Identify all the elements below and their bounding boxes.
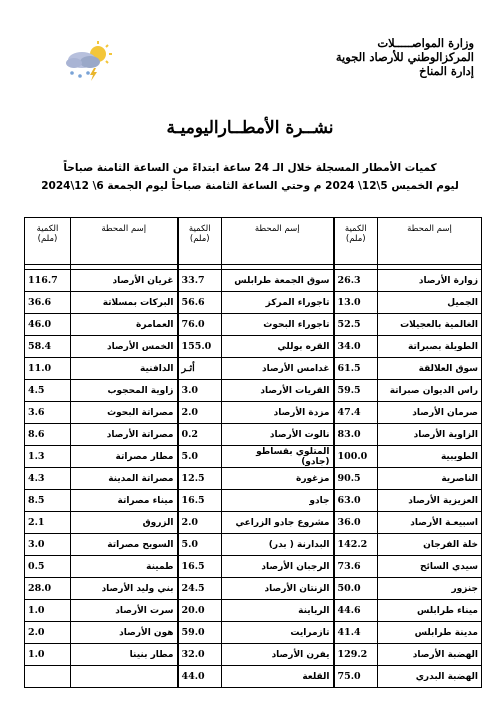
- table-header-row: [25, 218, 482, 265]
- station-name: سرت الأرصاد: [71, 600, 178, 622]
- station-name: الطويبية: [378, 446, 482, 468]
- rainfall-amount: 12.5: [178, 468, 222, 490]
- station-name: [71, 666, 178, 688]
- column-header-station: إسم المحطة: [378, 218, 482, 265]
- ministry-name: وزارة المواصـــــلات: [377, 36, 474, 50]
- rainfall-amount: 63.0: [334, 490, 378, 512]
- table-row: [25, 622, 482, 644]
- station-name: القره بوللي: [222, 336, 334, 358]
- rainfall-amount: 24.5: [178, 578, 222, 600]
- rainfall-amount: 36.0: [334, 512, 378, 534]
- column-header-station: إسم المحطة: [222, 218, 334, 265]
- rainfall-amount: 8.5: [25, 490, 71, 512]
- rainfall-amount: 41.4: [334, 622, 378, 644]
- station-name: مشروع جادو الزراعي: [222, 512, 334, 534]
- table-row: [25, 556, 482, 578]
- station-name: البركات بمسلاتة: [71, 292, 178, 314]
- rainfall-amount: 59.0: [178, 622, 222, 644]
- station-name: يفرن الأرصاد: [222, 644, 334, 666]
- table-row: [25, 468, 482, 490]
- station-name: المتلوي بقساطو (جادو): [222, 446, 334, 468]
- table-row: [25, 336, 482, 358]
- rainfall-amount: أثـر: [178, 358, 222, 380]
- rainfall-amount: 28.0: [25, 578, 71, 600]
- station-name: سوق العلالقة: [378, 358, 482, 380]
- station-name: جنزور: [378, 578, 482, 600]
- table-row: [25, 292, 482, 314]
- station-name: مطار بنينا: [71, 644, 178, 666]
- rainfall-amount: 3.0: [25, 534, 71, 556]
- station-name: الهضبة الأرصاد: [378, 644, 482, 666]
- rainfall-amount: 44.0: [178, 666, 222, 688]
- station-name: الرياينة: [222, 600, 334, 622]
- rainfall-amount: 20.0: [178, 600, 222, 622]
- station-name: الغالمية بالعجيلات: [378, 314, 482, 336]
- rainfall-amount: 36.6: [25, 292, 71, 314]
- table-row: [25, 512, 482, 534]
- station-name: نالوت الأرصاد: [222, 424, 334, 446]
- bulletin-subtitle-line2: ليوم الخميس 5\12\ 2024 م وحتي الساعة الثامنة صباحاً ليوم الجمعة 6\ 12\2024: [41, 180, 459, 192]
- station-name: هون الأرصاد: [71, 622, 178, 644]
- station-name: السويح مصراتة: [71, 534, 178, 556]
- station-name: غريان الأرصاد: [71, 270, 178, 292]
- rainfall-amount: 8.6: [25, 424, 71, 446]
- column-header-station: إسم المحطة: [71, 218, 178, 265]
- rainfall-amount: 58.4: [25, 336, 71, 358]
- rainfall-amount: 16.5: [178, 556, 222, 578]
- table-row: [25, 402, 482, 424]
- department-name: إدارة المناخ: [419, 64, 474, 78]
- rainfall-amount: 4.3: [25, 468, 71, 490]
- station-name: ميناء مصراتة: [71, 490, 178, 512]
- station-name: تاجوراء المركز: [222, 292, 334, 314]
- station-name: طمينة: [71, 556, 178, 578]
- station-name: الزاوية الأرصاد: [378, 424, 482, 446]
- column-header-amount: الكمية (ملم): [334, 218, 378, 265]
- station-name: اسبيعـة الأرصاد: [378, 512, 482, 534]
- table-row: [25, 600, 482, 622]
- rainfall-amount: 5.0: [178, 534, 222, 556]
- station-name: ميناء طرابلس: [378, 600, 482, 622]
- rainfall-amount: 129.2: [334, 644, 378, 666]
- rainfall-amount: 50.0: [334, 578, 378, 600]
- table-row: [25, 666, 482, 688]
- rainfall-amount: 90.5: [334, 468, 378, 490]
- ministry-header: [336, 36, 474, 78]
- table-row: [25, 534, 482, 556]
- station-name: الزنتان الأرصاد: [222, 578, 334, 600]
- station-name: الهضبة البدري: [378, 666, 482, 688]
- rainfall-amount: 0.5: [25, 556, 71, 578]
- rainfall-amount: 83.0: [334, 424, 378, 446]
- table-row: [25, 446, 482, 468]
- weather-logo-icon: [60, 40, 116, 82]
- table-row: [25, 314, 482, 336]
- rainfall-amount: 100.0: [334, 446, 378, 468]
- bulletin-title: نشــرة الأمطــاراليوميـة: [166, 118, 334, 138]
- rainfall-amount: 73.6: [334, 556, 378, 578]
- station-name: مصراتة البحوث: [71, 402, 178, 424]
- station-name: مطار مصراتة: [71, 446, 178, 468]
- station-name: الزروق: [71, 512, 178, 534]
- station-name: العمامرة: [71, 314, 178, 336]
- rainfall-amount: 26.3: [334, 270, 378, 292]
- rainfall-amount: 75.0: [334, 666, 378, 688]
- table-row: [25, 644, 482, 666]
- rainfall-amount: 2.0: [178, 512, 222, 534]
- station-name: خلة الفرجان: [378, 534, 482, 556]
- station-name: زاوية المحجوب: [71, 380, 178, 402]
- rainfall-amount: 2.0: [178, 402, 222, 424]
- rainfall-amount: 52.5: [334, 314, 378, 336]
- rainfall-amount: 1.0: [25, 600, 71, 622]
- station-name: مصراتة المدينة: [71, 468, 178, 490]
- station-name: بني وليد الأرصاد: [71, 578, 178, 600]
- station-name: الجميل: [378, 292, 482, 314]
- rainfall-table: [24, 217, 482, 688]
- rainfall-amount: 142.2: [334, 534, 378, 556]
- station-name: الطويلة بصبراتة: [378, 336, 482, 358]
- station-name: الدافنية: [71, 358, 178, 380]
- rainfall-amount: 2.1: [25, 512, 71, 534]
- station-name: مزدة الأرصاد: [222, 402, 334, 424]
- station-name: جادو: [222, 490, 334, 512]
- station-name: تازمرايت: [222, 622, 334, 644]
- rainfall-amount: 16.5: [178, 490, 222, 512]
- rainfall-amount: 2.0: [25, 622, 71, 644]
- rainfall-amount: 47.4: [334, 402, 378, 424]
- rainfall-amount: 5.0: [178, 446, 222, 468]
- column-header-amount: الكمية (ملم): [178, 218, 222, 265]
- station-name: الناصرية: [378, 468, 482, 490]
- station-name: العزيزية الأرصاد: [378, 490, 482, 512]
- table-row: [25, 270, 482, 292]
- station-name: مدينة طرابلس: [378, 622, 482, 644]
- station-name: سوق الجمعة طرابلس: [222, 270, 334, 292]
- bulletin-subtitle-line1: كميات الأمطار المسجلة خلال الـ 24 ساعة ابتداءً من الساعة الثامنة صباحاً: [63, 162, 437, 174]
- rainfall-amount: 11.0: [25, 358, 71, 380]
- station-name: مزغورة: [222, 468, 334, 490]
- station-name: صرمان الأرصاد: [378, 402, 482, 424]
- table-row: [25, 424, 482, 446]
- table-row: [25, 490, 482, 512]
- station-name: البدارنة ( بدر): [222, 534, 334, 556]
- rainfall-amount: 1.3: [25, 446, 71, 468]
- rainfall-amount: 59.5: [334, 380, 378, 402]
- rainfall-amount: 34.0: [334, 336, 378, 358]
- rainfall-amount: 76.0: [178, 314, 222, 336]
- station-name: الخمس الأرصاد: [71, 336, 178, 358]
- table-row: [25, 380, 482, 402]
- station-name: القلعة: [222, 666, 334, 688]
- station-name: غدامس الأرصاد: [222, 358, 334, 380]
- table-row: [25, 578, 482, 600]
- center-name: المركزالوطني للأرصاد الجوية: [335, 50, 474, 64]
- rainfall-amount: 0.2: [178, 424, 222, 446]
- rainfall-amount: 33.7: [178, 270, 222, 292]
- station-name: سيدي السائح: [378, 556, 482, 578]
- rainfall-amount: 116.7: [25, 270, 71, 292]
- station-name: القريات الأرصاد: [222, 380, 334, 402]
- rainfall-amount: 13.0: [334, 292, 378, 314]
- rainfall-amount: 155.0: [178, 336, 222, 358]
- column-header-amount: الكمية (ملم): [25, 218, 71, 265]
- rainfall-amount: 4.5: [25, 380, 71, 402]
- rainfall-amount: 44.6: [334, 600, 378, 622]
- rainfall-amount: 32.0: [178, 644, 222, 666]
- station-name: راس الديوان صبراتة: [378, 380, 482, 402]
- rainfall-amount: 46.0: [25, 314, 71, 336]
- rainfall-amount: 3.0: [178, 380, 222, 402]
- rainfall-amount: [25, 666, 71, 688]
- table-row: [25, 358, 482, 380]
- station-name: مصراتة الأرصاد: [71, 424, 178, 446]
- rainfall-amount: 3.6: [25, 402, 71, 424]
- rainfall-amount: 61.5: [334, 358, 378, 380]
- rainfall-amount: 56.6: [178, 292, 222, 314]
- station-name: الرجبان الأرصاد: [222, 556, 334, 578]
- station-name: زوارة الأرصاد: [378, 270, 482, 292]
- station-name: تاجوراء البحوث: [222, 314, 334, 336]
- rainfall-amount: 1.0: [25, 644, 71, 666]
